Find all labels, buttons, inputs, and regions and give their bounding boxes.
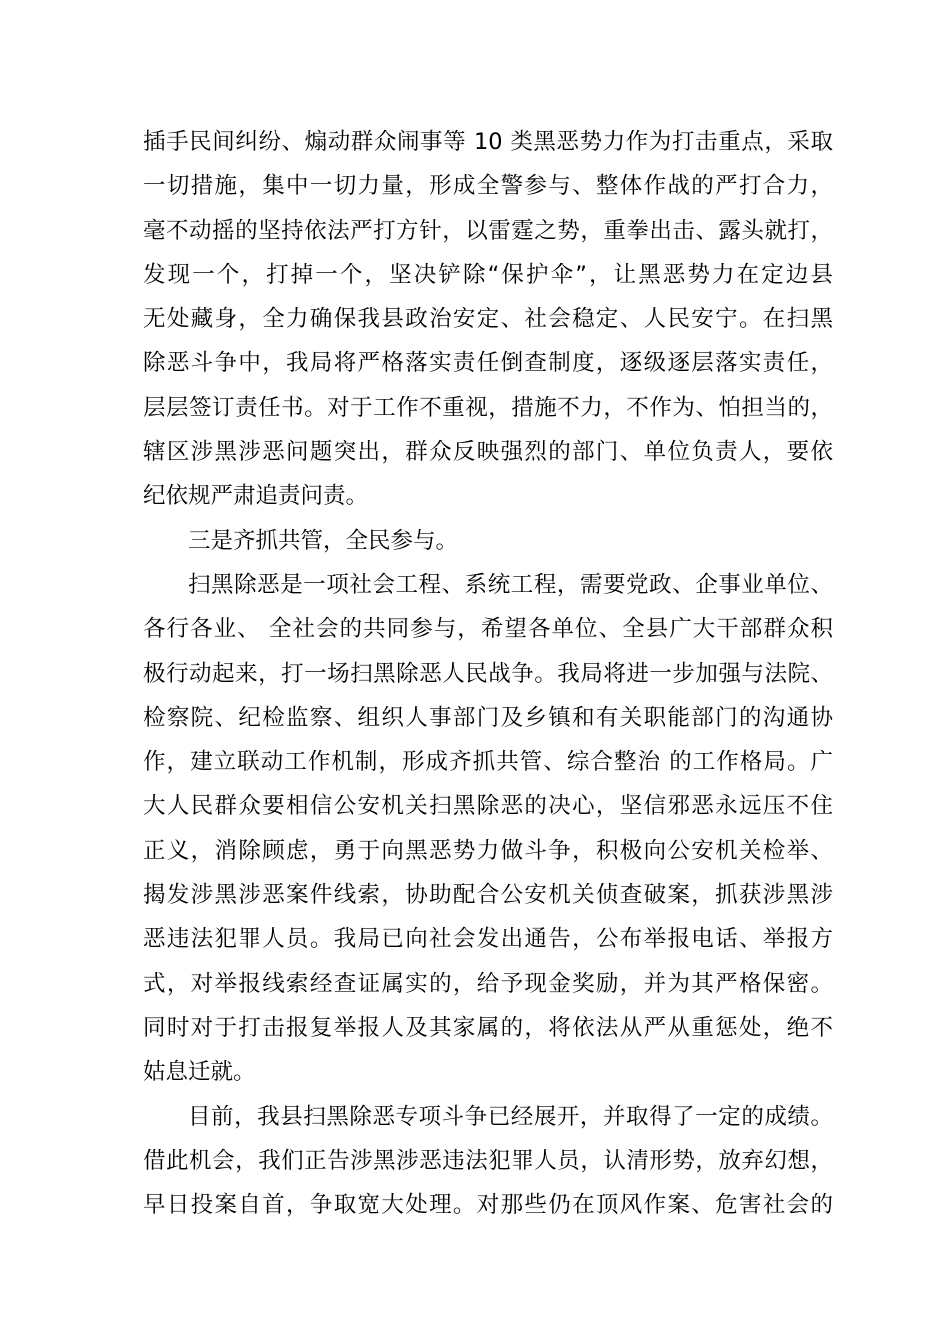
text-line: 极行动起来，打一场扫黑除恶人民战争。我局将进一步加强与法院、 [143, 660, 833, 687]
text-line: 姑息迁就。 [143, 1059, 256, 1086]
text-line: 无处藏身，全力确保我县政治安定、社会稳定、人民安宁。在扫黑 [143, 306, 833, 333]
text-line: 发现一个，打掉一个，坚决铲除“保护伞”，让黑恶势力在定边县 [143, 261, 833, 288]
document-body-text [143, 120, 833, 1227]
text-line: 借此机会，我们正告涉黑涉恶违法犯罪人员，认清形势，放弃幻想， [143, 1147, 833, 1174]
text-line: 纪依规严肃追责问责。 [143, 483, 369, 510]
text-line: 检察院、纪检监察、组织人事部门及乡镇和有关职能部门的沟通协 [143, 704, 833, 731]
text-line: 目前，我县扫黑除恶专项斗争已经展开，并取得了一定的成绩。 [188, 1103, 833, 1130]
text-line: 作，建立联动工作机制，形成齐抓共管、综合整治 的工作格局。广 [143, 749, 833, 776]
text-line: 各行各业、 全社会的共同参与，希望各单位、全县广大干部群众积 [143, 616, 833, 643]
text-line: 层层签订责任书。对于工作不重视，措施不力，不作为、怕担当的， [143, 394, 833, 421]
text-line: 大人民群众要相信公安机关扫黑除恶的决心，坚信邪恶永远压不住 [143, 793, 833, 820]
text-line: 早日投案自首，争取宽大处理。对那些仍在顶风作案、危害社会的 [143, 1192, 833, 1219]
text-line: 三是齐抓共管，全民参与。 [188, 527, 459, 554]
text-line: 辖区涉黑涉恶问题突出，群众反映强烈的部门、单位负责人，要依 [143, 439, 833, 466]
text-line: 式，对举报线索经查证属实的，给予现金奖励，并为其严格保密。 [143, 970, 833, 997]
text-line: 插手民间纠纷、煽动群众闹事等 10 类黑恶势力作为打击重点，采取 [143, 129, 833, 155]
text-line: 除恶斗争中，我局将严格落实责任倒查制度，逐级逐层落实责任， [143, 350, 833, 377]
text-line: 扫黑除恶是一项社会工程、系统工程，需要党政、企事业单位、 [188, 571, 833, 598]
text-line: 一切措施，集中一切力量，形成全警参与、整体作战的严打合力， [143, 173, 833, 200]
text-line: 同时对于打击报复举报人及其家属的，将依法从严从重惩处，绝不 [143, 1014, 833, 1041]
text-line: 恶违法犯罪人员。我局已向社会发出通告，公布举报电话、举报方 [143, 926, 833, 953]
text-line: 毫不动摇的坚持依法严打方针，以雷霆之势，重拳出击、露头就打， [143, 217, 833, 244]
text-line: 揭发涉黑涉恶案件线索，协助配合公安机关侦查破案，抓获涉黑涉 [143, 882, 833, 909]
text-line: 正义，消除顾虑，勇于向黑恶势力做斗争，积极向公安机关检举、 [143, 837, 833, 864]
